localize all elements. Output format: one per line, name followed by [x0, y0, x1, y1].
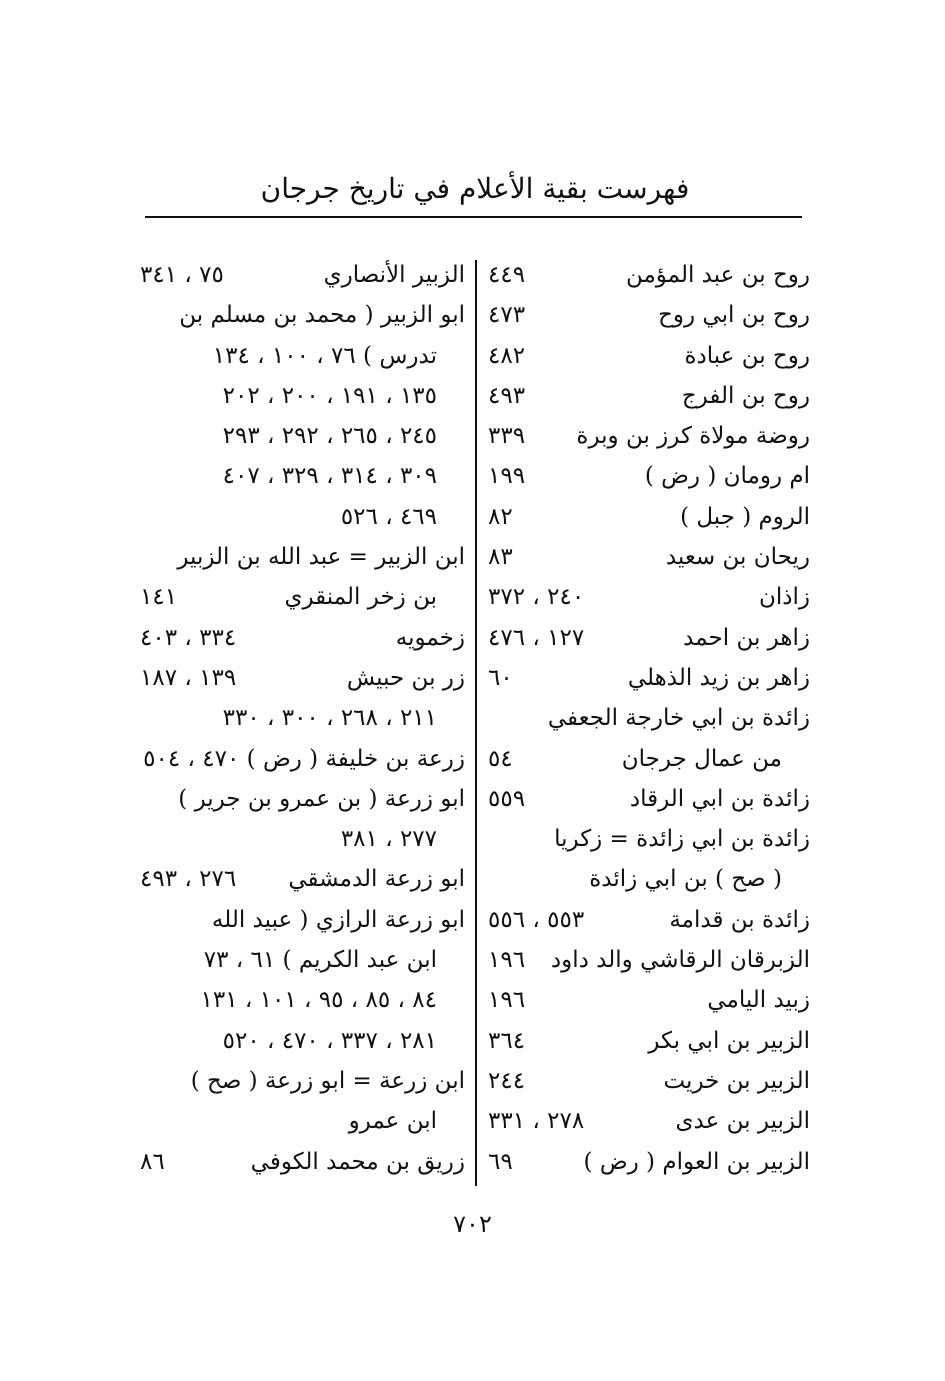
entry-pages: ٣٦٤ — [488, 1027, 526, 1054]
index-entry — [488, 980, 810, 1020]
entry-name: الزبرقان الرقاشي والد داود — [550, 947, 810, 974]
index-entry — [488, 537, 810, 577]
index-entry — [488, 456, 810, 496]
index-entry — [140, 416, 465, 456]
index-entry — [488, 336, 810, 376]
index-entry — [488, 376, 810, 416]
index-column-left — [140, 255, 465, 1182]
entry-name: ابن الزبير = عبد الله بن الزبير — [177, 544, 465, 571]
entry-name: ابو زرعة الدمشقي — [288, 866, 465, 893]
entry-pages: ١٣٩ ، ١٨٧ — [140, 664, 237, 691]
index-entry — [140, 456, 465, 496]
entry-name: زاذان — [758, 584, 810, 611]
entry-name: زاهر بن احمد — [683, 624, 810, 651]
entry-pages: ٦٠ — [488, 664, 513, 691]
index-entry — [488, 1021, 810, 1061]
index-entry — [140, 1101, 465, 1141]
entry-name: ابو زرعة الرازي ( عبيد الله — [211, 906, 465, 933]
entry-name: الزبير بن خريت — [663, 1067, 810, 1094]
index-entry — [140, 1021, 465, 1061]
entry-name: ام رومان ( رض ) — [644, 463, 810, 490]
index-entry — [488, 698, 810, 738]
entry-pages: ٨٦ — [140, 1148, 165, 1175]
index-entry — [140, 980, 465, 1020]
index-entry — [140, 859, 465, 899]
index-entry — [140, 255, 465, 295]
entry-pages: ١٤١ — [140, 584, 178, 611]
index-entry — [140, 739, 465, 779]
index-entry — [140, 900, 465, 940]
page-number: ٧٠٢ — [453, 1210, 492, 1238]
index-entry — [140, 376, 465, 416]
entry-name: ابو زرعة ( بن عمرو بن جرير ) — [178, 785, 465, 812]
index-entry — [140, 497, 465, 537]
entry-name: ابو الزبير ( محمد بن مسلم بن — [179, 302, 465, 329]
index-entry — [140, 940, 465, 980]
entry-name: ٢٨١ ، ٣٣٧ ، ٤٧٠ ، ٥٢٠ — [222, 1027, 437, 1054]
entry-pages: ٣٣٤ ، ٤٠٣ — [140, 624, 237, 651]
index-entry — [488, 779, 810, 819]
entry-name: زائدة بن ابي خارجة الجعفي — [547, 705, 810, 732]
entry-pages: ٤٧٣ — [488, 302, 526, 329]
entry-pages: ٥٤ — [488, 745, 513, 772]
index-entry — [140, 1142, 465, 1182]
entry-pages: ٤٤٩ — [488, 262, 526, 288]
entry-pages: ٣٣٩ — [488, 423, 526, 450]
entry-name: ( صح ) بن ابي زائدة — [589, 866, 782, 893]
index-entry — [488, 1101, 810, 1141]
index-column-right — [488, 255, 810, 1182]
entry-name: زاهر بن زيد الذهلي — [627, 664, 810, 691]
entry-name: زرعة بن خليفة ( رض ) ٤٧٠ ، ٥٠٤ — [143, 745, 465, 772]
index-entry — [488, 1142, 810, 1182]
entry-pages: ١٩٦ — [488, 987, 526, 1014]
index-entry — [140, 577, 465, 617]
entry-pages: ٢٧٨ ، ٣٣١ — [488, 1108, 585, 1135]
index-entry — [488, 819, 810, 859]
entry-pages: ٥٥٩ — [488, 785, 526, 812]
entry-name: روح بن ابي روح — [658, 302, 810, 329]
entry-pages: ٨٢ — [488, 503, 513, 530]
entry-name: الروم ( جبل ) — [680, 503, 810, 530]
index-entry — [488, 658, 810, 698]
entry-name: ١٣٥ ، ١٩١ ، ٢٠٠ ، ٢٠٢ — [222, 382, 437, 409]
entry-name: ٢٤٥ ، ٢٦٥ ، ٢٩٢ ، ٢٩٣ — [222, 423, 437, 450]
entry-name: ابن زرعة = ابو زرعة ( صح ) — [190, 1067, 465, 1094]
entry-name: ابن عمرو — [348, 1108, 437, 1135]
entry-name: تدرس ) ٧٦ ، ١٠٠ ، ١٣٤ — [212, 342, 437, 369]
index-entry — [140, 819, 465, 859]
page-header-title: فهرست بقية الأعلام في تاريخ جرجان — [260, 172, 690, 205]
entry-name: زخمويه — [395, 624, 465, 651]
entry-name: بن زخر المنقري — [284, 584, 437, 611]
entry-pages: ١٢٧ ، ٤٧٦ — [488, 624, 585, 651]
index-entry — [488, 577, 810, 617]
entry-name: الزبير بن ابي بكر — [648, 1027, 810, 1054]
entry-name: ٢١١ ، ٢٦٨ ، ٣٠٠ ، ٣٣٠ — [222, 705, 437, 732]
index-entry — [488, 1061, 810, 1101]
entry-pages: ٢٤٤ — [488, 1067, 526, 1094]
index-entry — [488, 497, 810, 537]
entry-pages: ٢٤٠ ، ٣٧٢ — [488, 584, 585, 611]
entry-pages: ٦٩ — [488, 1148, 513, 1175]
index-entry — [488, 859, 810, 899]
entry-pages: ٤٨٢ — [488, 342, 526, 369]
index-entry — [488, 940, 810, 980]
header-rule — [145, 216, 802, 218]
index-entry — [140, 618, 465, 658]
entry-name: زائدة بن ابي زائدة = زكريا — [554, 826, 810, 853]
column-divider — [475, 260, 477, 1186]
entry-name: زريق بن محمد الكوفي — [250, 1148, 465, 1175]
entry-pages: ١٩٩ — [488, 463, 526, 490]
index-entry — [488, 900, 810, 940]
entry-name: زر بن حبيش — [346, 664, 465, 691]
entry-pages: ٢٧٦ ، ٤٩٣ — [140, 866, 237, 893]
entry-name: زبيد اليامي — [707, 987, 810, 1014]
entry-name: الزبير بن العوام ( رض ) — [583, 1148, 810, 1175]
entry-name: ٤٦٩ ، ٥٢٦ — [340, 503, 437, 530]
entry-name: ٨٤ ، ٨٥ ، ٩٥ ، ١٠١ ، ١٣١ — [200, 987, 437, 1014]
entry-name: ابن عبد الكريم ) ٦١ ، ٧٣ — [203, 947, 437, 974]
index-entry — [140, 295, 465, 335]
index-entry — [488, 739, 810, 779]
entry-name: ريحان بن سعيد — [665, 544, 810, 571]
index-entry — [488, 416, 810, 456]
entry-name: الزبير بن عدى — [675, 1108, 810, 1135]
index-entry — [488, 255, 810, 295]
entry-name: ٢٧٧ ، ٣٨١ — [340, 826, 437, 853]
entry-name: روح بن عبد المؤمن — [625, 262, 810, 288]
entry-pages: ٤٩٣ — [488, 382, 526, 409]
index-entry — [140, 698, 465, 738]
entry-pages: ٨٣ — [488, 544, 513, 571]
index-entry — [140, 658, 465, 698]
index-entry — [488, 618, 810, 658]
entry-name: زائدة بن قدامة — [669, 906, 810, 933]
index-entry — [488, 295, 810, 335]
index-entry — [140, 336, 465, 376]
entry-pages: ١٩٦ — [488, 947, 526, 974]
entry-name: من عمال جرجان — [621, 745, 782, 772]
entry-name: الزبير الأنصاري — [323, 262, 465, 288]
entry-name: روضة مولاة كرز بن وبرة — [576, 423, 810, 450]
index-entry — [140, 537, 465, 577]
index-entry — [140, 779, 465, 819]
entry-name: ٣٠٩ ، ٣١٤ ، ٣٢٩ ، ٤٠٧ — [222, 463, 437, 490]
entry-pages: ٧٥ ، ٣٤١ — [140, 262, 224, 288]
entry-name: زائدة بن ابي الرقاد — [629, 785, 810, 812]
index-entry — [140, 1061, 465, 1101]
entry-pages: ٥٥٣ ، ٥٥٦ — [488, 906, 585, 933]
entry-name: روح بن عبادة — [684, 342, 810, 369]
entry-name: روح بن الفرج — [681, 382, 810, 409]
